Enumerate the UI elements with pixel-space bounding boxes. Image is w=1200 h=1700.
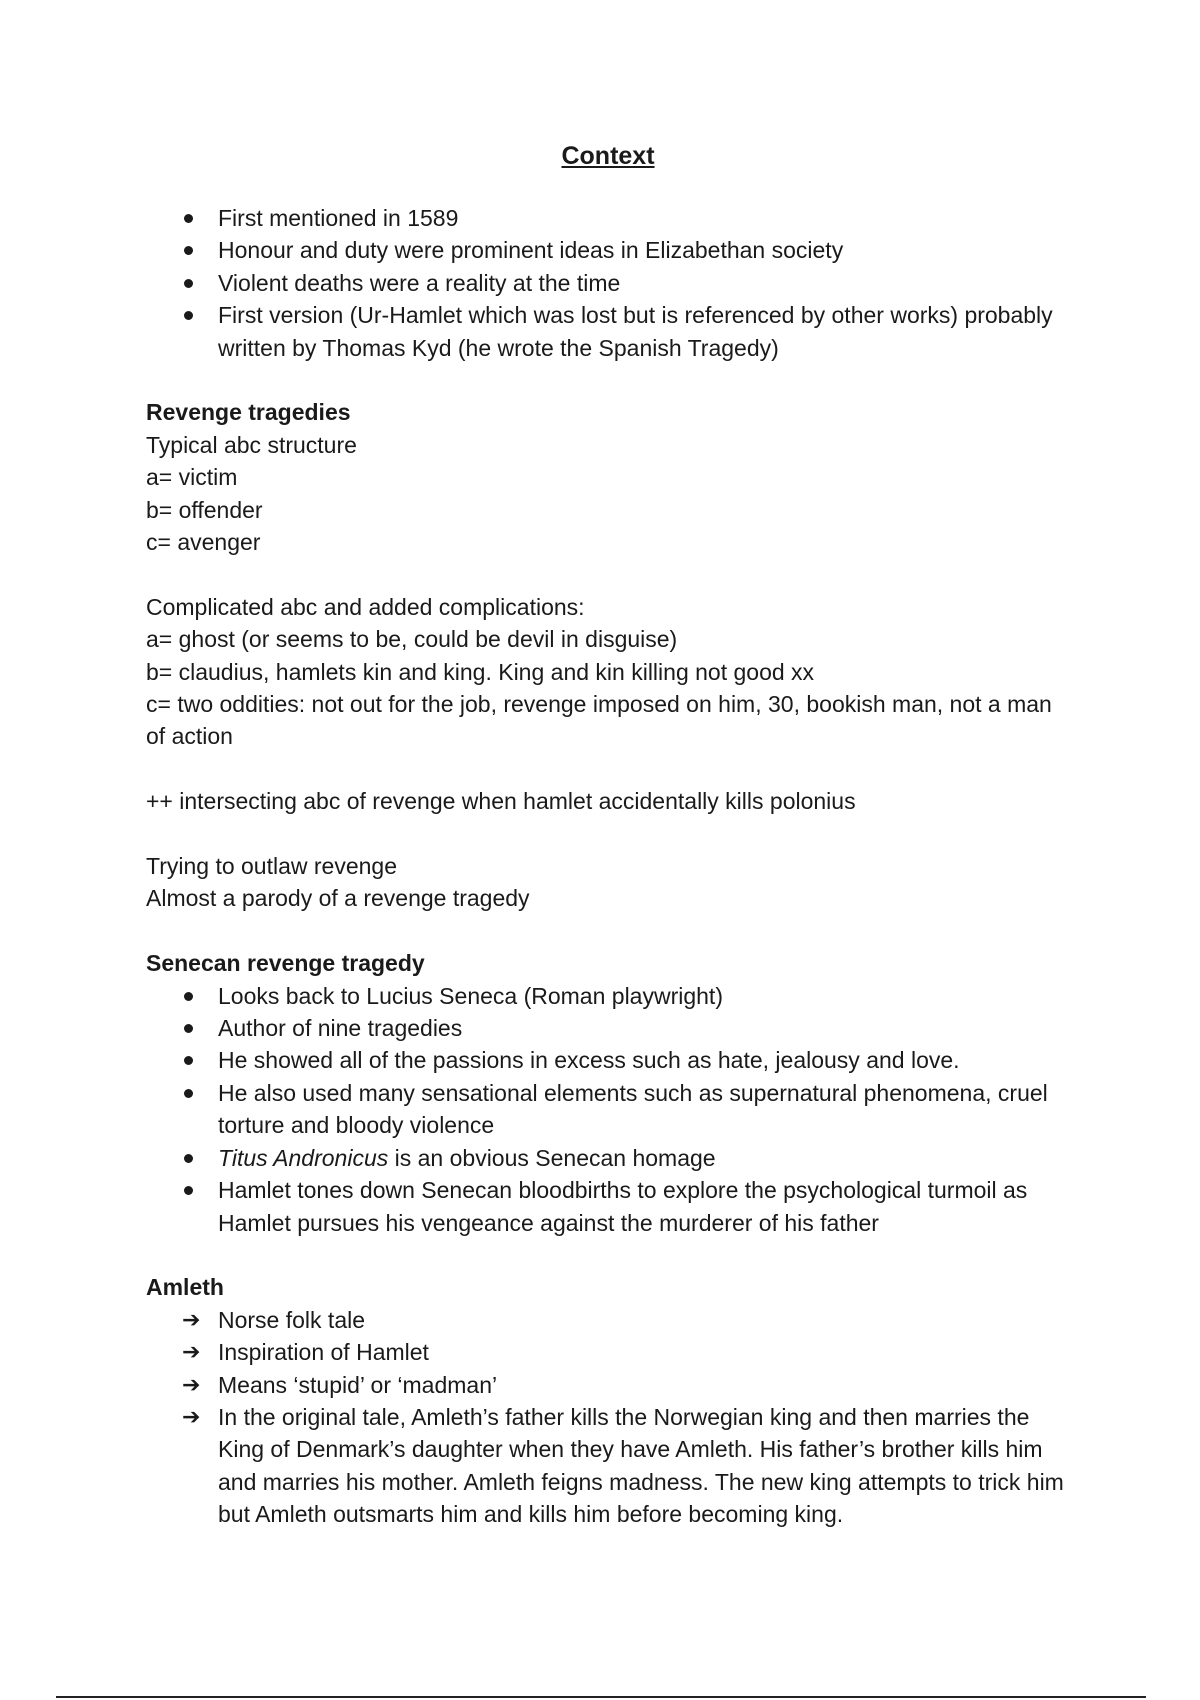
bullet-dot-icon [182,1044,208,1065]
list-item: Author of nine tragedies [146,1012,1066,1044]
list-item: Looks back to Lucius Seneca (Roman playwright) [146,980,1066,1012]
arrow-right-icon: ➔ [182,1306,201,1332]
list-item: First mentioned in 1589 [146,202,1066,234]
bullet-dot-icon [182,1012,208,1033]
section-heading-revenge: Revenge tragedies [146,399,351,426]
page-bottom-divider [56,1696,1146,1698]
text-line: b= offender [146,496,263,523]
arrow-right-icon: ➔ [182,1403,201,1429]
page-title: Context [561,142,655,170]
list-item: He showed all of the passions in excess such as hate, jealousy and love. [146,1044,1066,1076]
text-line: b= claudius, hamlets kin and king. King and kin killing not good xx [146,658,815,685]
list-item: Hamlet tones down Senecan bloodbirths to explore the psychological turmoil as Hamlet pursues his vengeance against the murderer of his father [146,1174,1066,1239]
text-line: c= avenger [146,529,261,556]
bullet-dot-icon [182,1142,208,1163]
list-item: Honour and duty were prominent ideas in Elizabethan society [146,234,1066,266]
list-item: ➔ Inspiration of Hamlet [146,1336,1066,1368]
list-item: ➔ Norse folk tale [146,1304,1066,1336]
text-line: a= ghost (or seems to be, could be devil in disguise) [146,626,678,653]
bullet-dot-icon [182,980,208,1001]
text-line: Trying to outlaw revenge [146,853,398,880]
document-page [146,140,1066,1531]
section-heading-senecan: Senecan revenge tragedy [146,950,425,977]
context-bullet-list [146,202,1066,364]
bullet-dot-icon [182,267,208,288]
list-item: Titus Andronicus is an obvious Senecan homage [146,1142,1066,1174]
senecan-bullet-list [146,980,1066,1239]
text-line: Almost a parody of a revenge tragedy [146,885,530,912]
text-line: c= two oddities: not out for the job, revenge imposed on him, 30, bookish man, not a man of action [146,691,1052,750]
list-item: Violent deaths were a reality at the time [146,267,1066,299]
text-line: ++ intersecting abc of revenge when hamlet accidentally kills polonius [146,788,856,815]
italic-title: Titus Andronicus [218,1144,389,1171]
bullet-dot-icon [182,234,208,255]
text-line: a= victim [146,464,238,491]
bullet-dot-icon [182,299,208,320]
bullet-dot-icon [182,202,208,223]
bullet-dot-icon [182,1077,208,1098]
text-line: Typical abc structure [146,431,357,458]
list-item: ➔ In the original tale, Amleth’s father kills the Norwegian king and then marries the King of Denmark’s daughter when they have Amleth. His father’s brother kills him and marries his mother. Amleth feigns madness. The new king attempts to trick him but Amleth outsmarts him and kills him before becoming king. [146,1401,1066,1531]
list-item: ➔ Means ‘stupid’ or ‘madman’ [146,1369,1066,1401]
bullet-dot-icon [182,1174,208,1195]
text-line: Complicated abc and added complications: [146,593,585,620]
section-heading-amleth: Amleth [146,1274,224,1301]
list-item: He also used many sensational elements such as supernatural phenomena, cruel torture and bloody violence [146,1077,1066,1142]
list-item: First version (Ur-Hamlet which was lost but is referenced by other works) probably written by Thomas Kyd (he wrote the Spanish Tragedy) [146,299,1066,364]
arrow-right-icon: ➔ [182,1371,201,1397]
amleth-arrow-list [146,1304,1066,1531]
arrow-right-icon: ➔ [182,1339,201,1365]
